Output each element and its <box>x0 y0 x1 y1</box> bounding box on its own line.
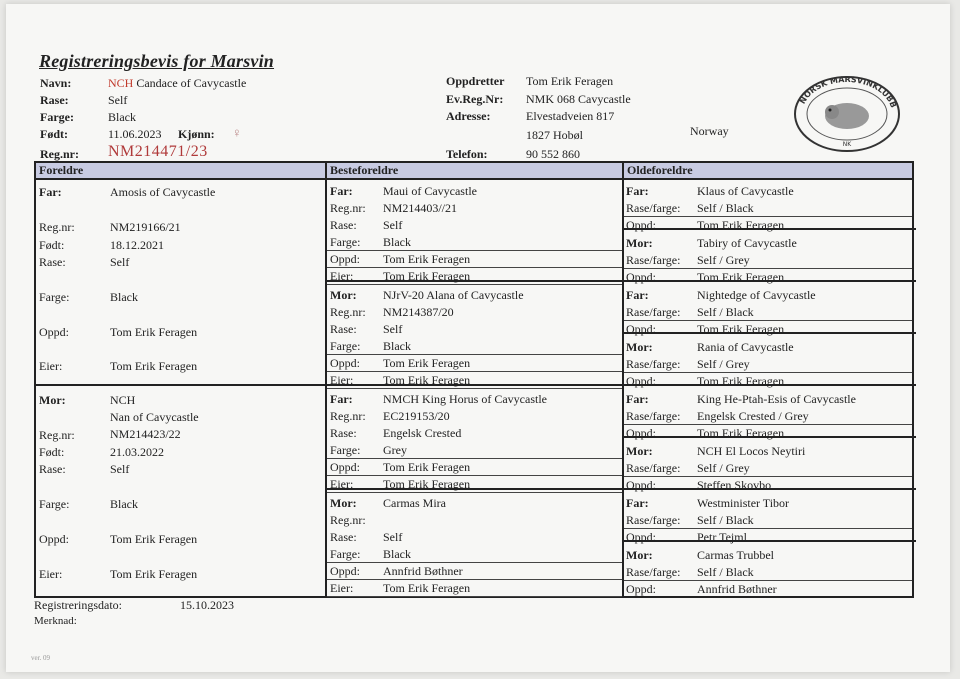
ggp-relation-label: Far: <box>626 496 649 510</box>
mor-fodt-label: Født: <box>39 445 65 459</box>
gp-field-label: Farge: <box>330 547 361 561</box>
gp-field-value: Annfrid Bøthner <box>383 564 463 578</box>
ggp-oppd: Annfrid Bøthner <box>697 582 777 596</box>
parent-divider <box>36 384 325 386</box>
animal-name-prefix: NCH <box>108 76 134 90</box>
row-line <box>327 250 622 251</box>
ggp-oppd-label: Oppd: <box>626 478 656 492</box>
far-farge: Black <box>110 290 138 304</box>
gp-field-label: Farge: <box>330 443 361 457</box>
fodt-label: Født: <box>40 127 68 141</box>
female-icon: ♀ <box>232 125 242 140</box>
gp-field-label: Rase: <box>330 530 357 544</box>
document-title: Registreringsbevis for Marsvin <box>39 51 275 71</box>
regdato: 15.10.2023 <box>180 598 234 612</box>
row-line <box>327 562 622 563</box>
ggp-name: Rania of Cavycastle <box>697 340 794 354</box>
logo-sub: NK <box>842 141 852 148</box>
header-besteforeldre: Besteforeldre <box>327 163 624 180</box>
gp-field-label: Oppd: <box>330 356 360 370</box>
kjonn-label: Kjønn: <box>178 127 215 141</box>
ggp-oppd-label: Oppd: <box>626 530 656 544</box>
ggp-relation-label: Mor: <box>626 548 653 562</box>
animal-farge: Black <box>108 110 136 124</box>
pedigree-table <box>34 161 914 598</box>
evreg-label: Ev.Reg.Nr: <box>446 92 504 106</box>
mor-regnr-label: Reg.nr: <box>39 428 75 442</box>
gp-field-label: Eier: <box>330 477 354 491</box>
gp-field-value: Self <box>383 218 403 232</box>
adresse-label: Adresse: <box>446 109 491 123</box>
row-line <box>327 475 622 476</box>
gp-field-value: Grey <box>383 443 407 457</box>
row-line <box>624 268 912 269</box>
far-name: Amosis of Cavycastle <box>110 185 216 199</box>
gp-field-label: Eier: <box>330 373 354 387</box>
ggp-relation-label: Mor: <box>626 444 653 458</box>
gp-field-label: Rase: <box>330 322 357 336</box>
ggp-rasefarge: Self / Grey <box>697 357 750 371</box>
gp-field-label: Reg.nr: <box>330 409 366 423</box>
gp-field-value: Tom Erik Feragen <box>383 356 471 370</box>
far-rase-label: Rase: <box>39 255 66 269</box>
gp-field-label: Rase: <box>330 426 357 440</box>
far-regnr-label: Reg.nr: <box>39 220 75 234</box>
logo-text: NORSK MARSVINKLUBB <box>797 74 899 110</box>
ggp-rasefarge-label: Rase/farge: <box>626 357 681 371</box>
breeder-country: Norway <box>690 124 729 138</box>
gp-field-label: Oppd: <box>330 460 360 474</box>
mor-eier: Tom Erik Feragen <box>110 567 198 581</box>
breeder-address-line1: Elvestadveien 817 <box>526 109 615 123</box>
row-line <box>327 371 622 372</box>
registration-certificate <box>6 4 950 672</box>
column-divider <box>325 163 327 596</box>
ggp-rasefarge: Engelsk Crested / Grey <box>697 409 809 423</box>
gp-relation-label: Far: <box>330 392 353 406</box>
rase-label: Rase: <box>40 93 69 107</box>
row-line <box>624 528 912 529</box>
ggp-relation-label: Far: <box>626 288 649 302</box>
gp-field-label: Eier: <box>330 581 354 595</box>
gp-field-value: Black <box>383 235 411 249</box>
ggp-oppd-label: Oppd: <box>626 218 656 232</box>
ggp-name: Klaus of Cavycastle <box>697 184 794 198</box>
breeder-evreg: NMK 068 Cavycastle <box>526 92 631 106</box>
mor-rase: Self <box>110 462 130 476</box>
ggp-relation-label: Far: <box>626 184 649 198</box>
ggp-rasefarge-label: Rase/farge: <box>626 305 681 319</box>
gp-divider <box>325 280 622 282</box>
mor-eier-label: Eier: <box>39 567 63 581</box>
far-rase: Self <box>110 255 130 269</box>
row-line <box>624 216 912 217</box>
animal-regnr: NM214471/23 <box>108 143 208 160</box>
far-label: Far: <box>39 185 62 199</box>
ggp-oppd: Petr Tejml <box>697 530 747 544</box>
ggp-oppd: Tom Erik Feragen <box>697 426 785 440</box>
navn-label: Navn: <box>40 76 72 90</box>
merknad-label: Merknad: <box>34 615 77 627</box>
row-line <box>327 388 622 389</box>
ggp-name: King He-Ptah-Esis of Cavycastle <box>697 392 856 406</box>
gp-field-label: Farge: <box>330 339 361 353</box>
mor-farge: Black <box>110 497 138 511</box>
gp-field-value: Engelsk Crested <box>383 426 462 440</box>
gp-divider <box>325 488 622 490</box>
gp-field-value: Tom Erik Feragen <box>383 252 471 266</box>
far-fodt-label: Født: <box>39 238 65 252</box>
oppdretter-label: Oppdretter <box>446 74 505 88</box>
animal-rase: Self <box>108 93 128 107</box>
club-logo-icon <box>792 74 902 154</box>
ggp-name: Tabiry of Cavycastle <box>697 236 797 250</box>
row-line <box>327 267 622 268</box>
gp-name: NJrV-20 Alana of Cavycastle <box>383 288 524 302</box>
row-line <box>327 354 622 355</box>
gp-name: NMCH King Horus of Cavycastle <box>383 392 547 406</box>
regdato-label: Registreringsdato: <box>34 598 122 612</box>
gp-field-value: NM214387/20 <box>383 305 454 319</box>
row-line <box>327 492 622 493</box>
gp-field-label: Eier: <box>330 269 354 283</box>
gp-field-value: NM214403//21 <box>383 201 458 215</box>
row-line <box>327 579 622 580</box>
gp-field-value: Tom Erik Feragen <box>383 373 471 387</box>
animal-name <box>108 76 246 91</box>
ggp-oppd: Steffen Skovbo <box>697 478 772 492</box>
header-foreldre: Foreldre <box>36 163 327 180</box>
mor-prefix: NCH <box>110 393 136 407</box>
ggp-rasefarge: Self / Black <box>697 565 754 579</box>
ggp-oppd: Tom Erik Feragen <box>697 270 785 284</box>
ggp-oppd-label: Oppd: <box>626 582 656 596</box>
gp-name: Maui of Cavycastle <box>383 184 477 198</box>
gp-field-label: Reg.nr: <box>330 305 366 319</box>
far-farge-label: Farge: <box>39 290 70 304</box>
farge-label: Farge: <box>40 110 74 124</box>
mor-name: Nan of Cavycastle <box>110 410 199 424</box>
ggp-oppd-label: Oppd: <box>626 270 656 284</box>
gp-field-label: Rase: <box>330 218 357 232</box>
gp-relation-label: Mor: <box>330 496 357 510</box>
ggp-relation-label: Far: <box>626 392 649 406</box>
ggp-oppd: Tom Erik Feragen <box>697 322 785 336</box>
ggp-name: Nightedge of Cavycastle <box>697 288 816 302</box>
row-line <box>327 596 622 597</box>
row-line <box>624 424 912 425</box>
row-line <box>327 458 622 459</box>
mor-fodt: 21.03.2022 <box>110 445 164 459</box>
animal-fodt: 11.06.2023 <box>108 127 162 141</box>
ggp-rasefarge: Self / Black <box>697 305 754 319</box>
breeder-telefon: 90 552 860 <box>526 147 580 161</box>
ggp-oppd: Tom Erik Feragen <box>697 374 785 388</box>
ggp-name: Westminister Tibor <box>697 496 790 510</box>
gp-field-value: EC219153/20 <box>383 409 450 423</box>
gp-name: Carmas Mira <box>383 496 446 510</box>
gp-field-value: Tom Erik Feragen <box>383 477 471 491</box>
gp-field-label: Reg.nr: <box>330 513 366 527</box>
mor-farge-label: Farge: <box>39 497 70 511</box>
gp-field-label: Reg.nr: <box>330 201 366 215</box>
ggp-name: NCH El Locos Neytiri <box>697 444 806 458</box>
gp-field-label: Farge: <box>330 235 361 249</box>
row-line <box>624 372 912 373</box>
far-oppd: Tom Erik Feragen <box>110 325 198 339</box>
mor-oppd: Tom Erik Feragen <box>110 532 198 546</box>
gp-relation-label: Far: <box>330 184 353 198</box>
mor-regnr: NM214423/22 <box>110 427 181 441</box>
gp-field-value: Black <box>383 339 411 353</box>
ggp-rasefarge-label: Rase/farge: <box>626 461 681 475</box>
ggp-rasefarge: Self / Grey <box>697 461 750 475</box>
header-oldeforeldre: Oldeforeldre <box>624 163 912 180</box>
regnr-label: Reg.nr: <box>40 147 79 161</box>
row-line <box>624 320 912 321</box>
ggp-oppd-label: Oppd: <box>626 426 656 440</box>
gp-divider <box>325 384 622 386</box>
far-regnr: NM219166/21 <box>110 220 181 234</box>
ggp-oppd: Tom Erik Feragen <box>697 218 785 232</box>
ggp-relation-label: Mor: <box>626 236 653 250</box>
far-eier: Tom Erik Feragen <box>110 359 198 373</box>
mor-rase-label: Rase: <box>39 462 66 476</box>
row-line <box>624 476 912 477</box>
ggp-rasefarge-label: Rase/farge: <box>626 253 681 267</box>
ggp-rasefarge: Self / Black <box>697 201 754 215</box>
gp-field-value: Black <box>383 547 411 561</box>
breeder-address-line2: 1827 Hobøl <box>526 128 583 142</box>
ggp-rasefarge-label: Rase/farge: <box>626 201 681 215</box>
breeder-name: Tom Erik Feragen <box>526 74 614 88</box>
gp-relation-label: Mor: <box>330 288 357 302</box>
version-label: ver. 09 <box>31 654 51 662</box>
ggp-divider <box>622 540 916 542</box>
far-oppd-label: Oppd: <box>39 325 69 339</box>
row-line <box>327 284 622 285</box>
mor-label: Mor: <box>39 393 66 407</box>
ggp-oppd-label: Oppd: <box>626 322 656 336</box>
gp-field-label: Oppd: <box>330 252 360 266</box>
ggp-rasefarge-label: Rase/farge: <box>626 565 681 579</box>
ggp-rasefarge: Self / Black <box>697 513 754 527</box>
row-line <box>624 580 912 581</box>
gp-field-value: Tom Erik Feragen <box>383 269 471 283</box>
gp-field-value: Tom Erik Feragen <box>383 460 471 474</box>
animal-name-text: Candace of Cavycastle <box>136 76 247 90</box>
far-fodt: 18.12.2021 <box>110 238 164 252</box>
far-eier-label: Eier: <box>39 359 63 373</box>
gp-field-label: Oppd: <box>330 564 360 578</box>
gp-field-value: Self <box>383 530 403 544</box>
ggp-rasefarge-label: Rase/farge: <box>626 409 681 423</box>
ggp-name: Carmas Trubbel <box>697 548 775 562</box>
gp-field-value: Tom Erik Feragen <box>383 581 471 595</box>
mor-oppd-label: Oppd: <box>39 532 69 546</box>
ggp-oppd-label: Oppd: <box>626 374 656 388</box>
ggp-relation-label: Mor: <box>626 340 653 354</box>
ggp-rasefarge-label: Rase/farge: <box>626 513 681 527</box>
gp-field-value: Self <box>383 322 403 336</box>
ggp-rasefarge: Self / Grey <box>697 253 750 267</box>
telefon-label: Telefon: <box>446 147 488 161</box>
